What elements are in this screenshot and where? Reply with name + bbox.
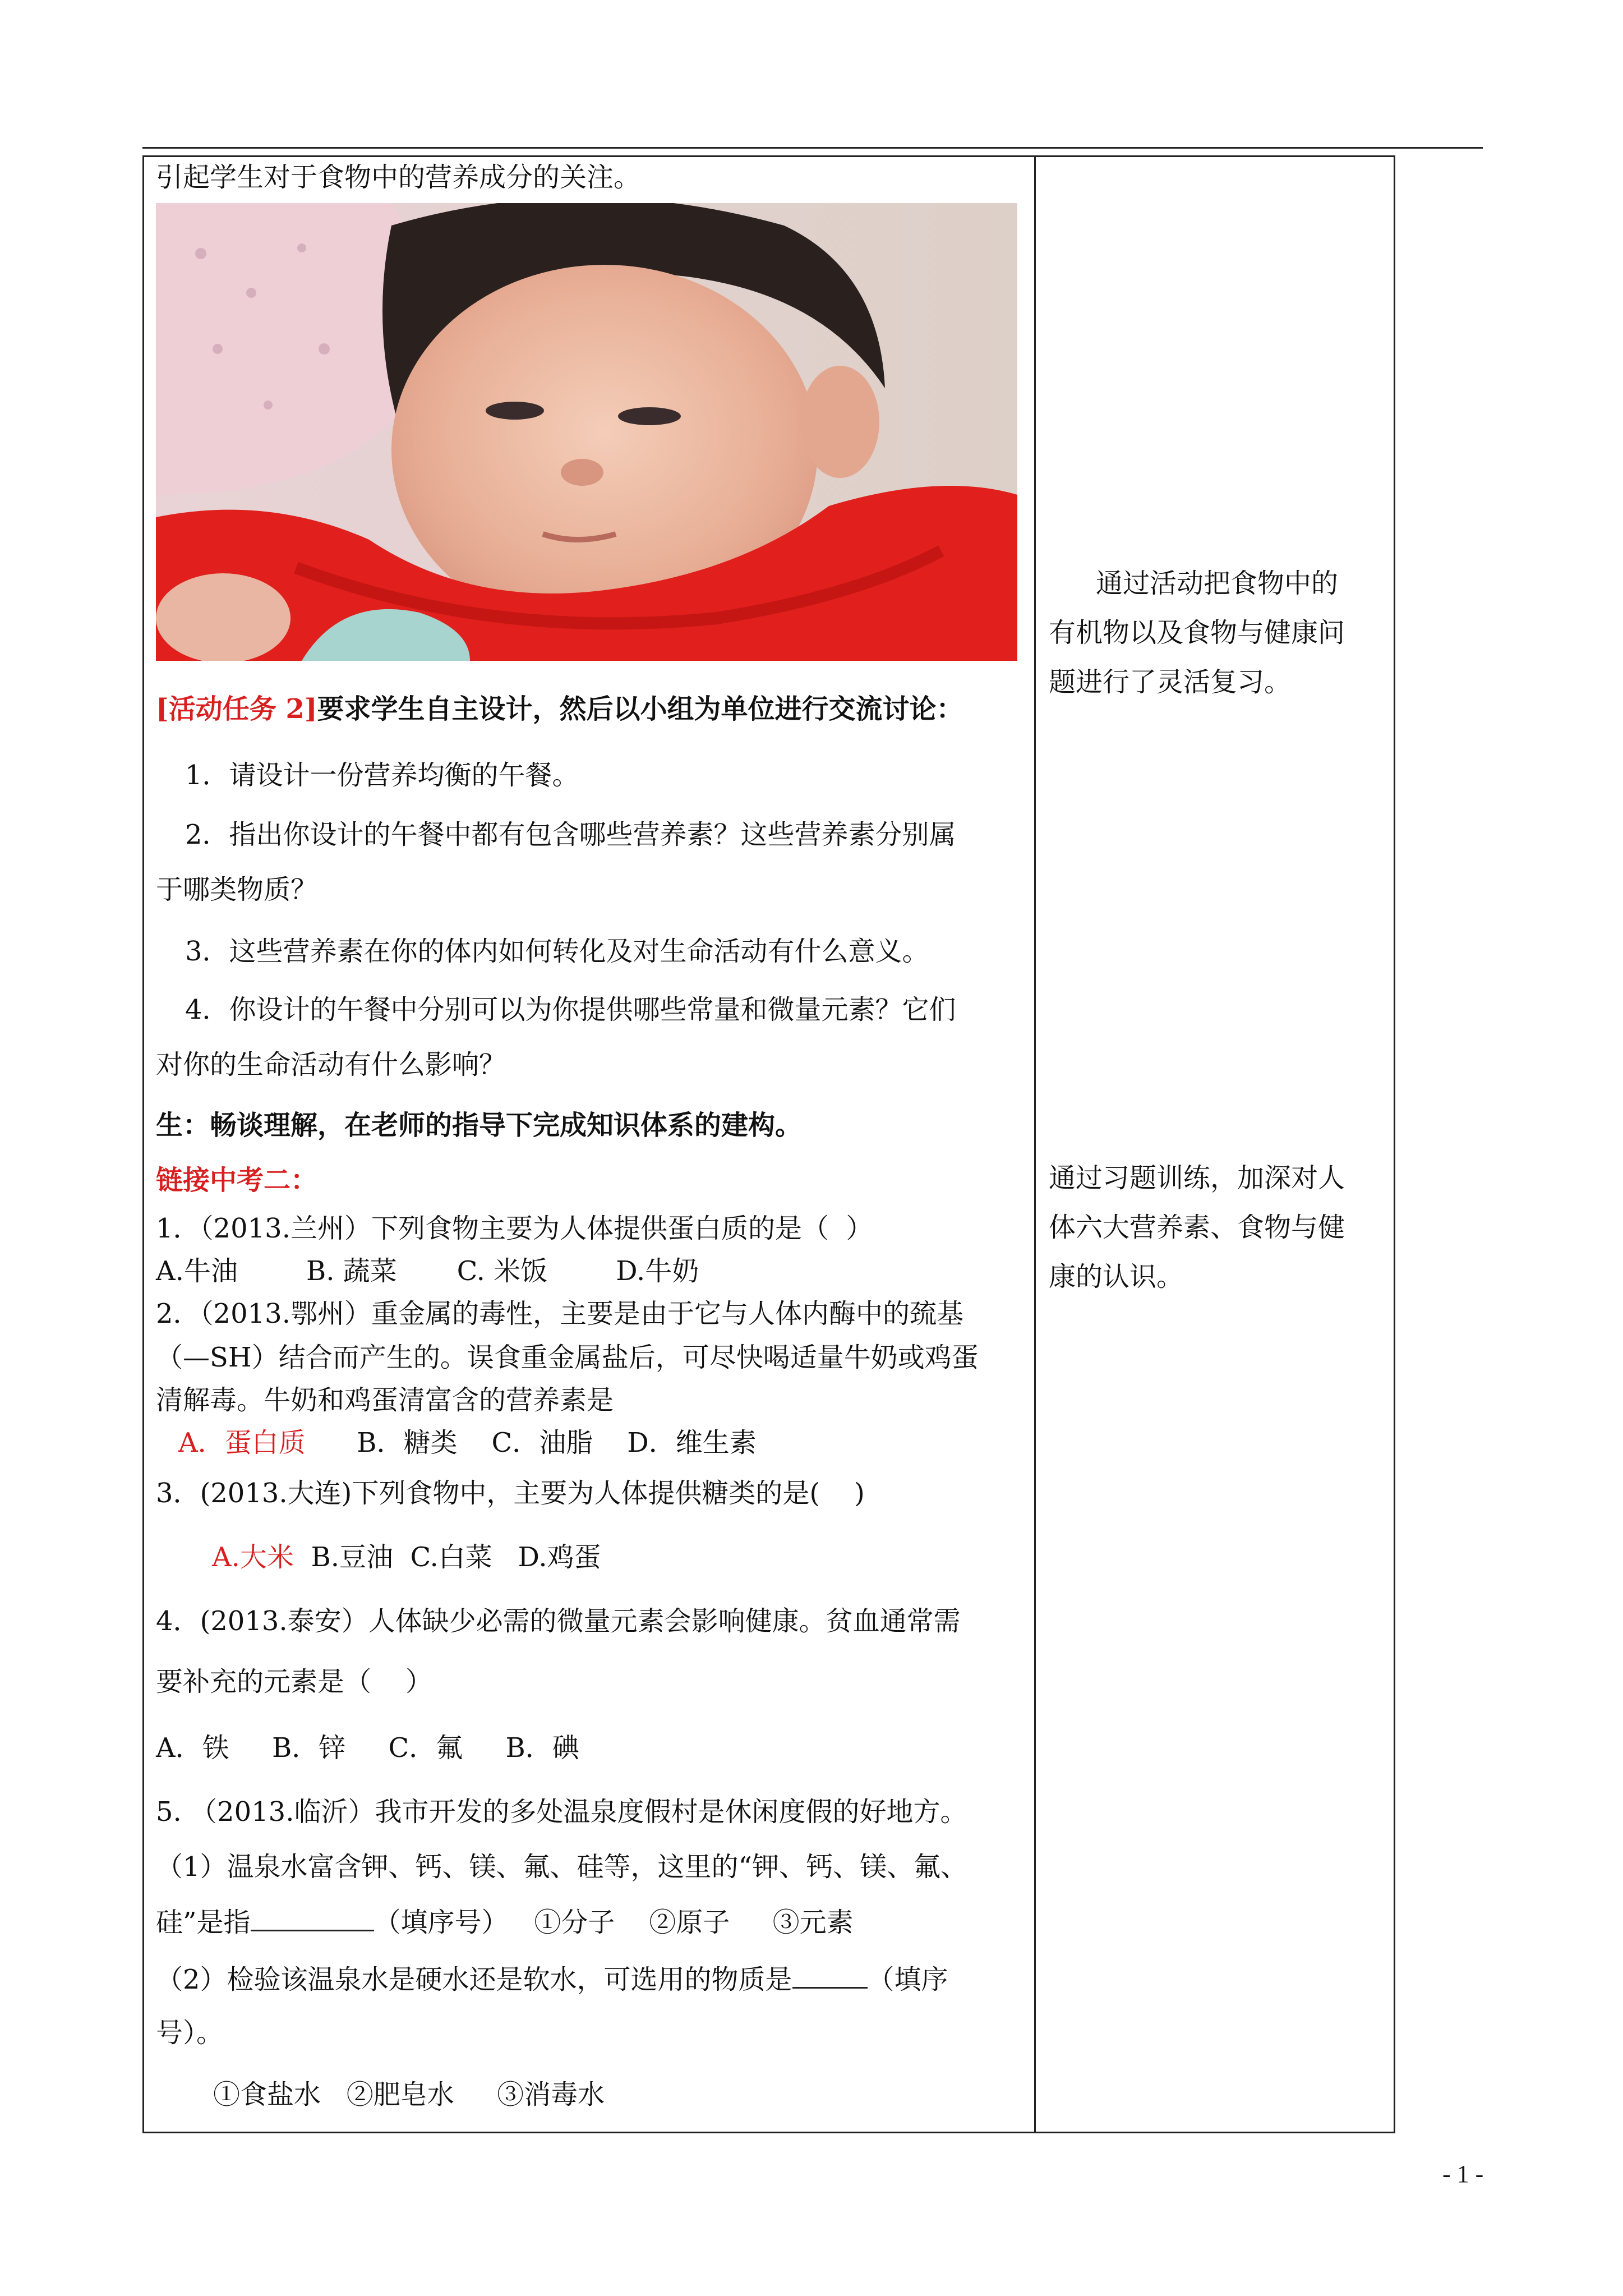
- note-1-line-1: 通过活动把食物中的: [1096, 568, 1339, 599]
- note-1-line-2: 有机物以及食物与健康问: [1049, 617, 1345, 648]
- activity-tag: [活动任务 2]: [156, 693, 317, 725]
- exam-5-part-2-lead: （2）检验该温泉水是硬水还是软水，可选用的物质是: [156, 1964, 792, 1995]
- column-divider: [1034, 155, 1036, 2133]
- exam-1-options: A.牛油 B. 蔬菜 C. 米饭 D.牛奶: [156, 1255, 699, 1287]
- exam-2-line-1: 2．（2013.鄂州）重金属的毒性，主要是由于它与人体内酶中的巯基: [156, 1298, 963, 1329]
- note-2-line-1: 通过习题训练，加深对人: [1049, 1162, 1345, 1194]
- exam-1: 1．（2013.兰州）下列食物主要为人体提供蛋白质的是（ ）: [156, 1213, 873, 1244]
- exam-3: 3．(2013.大连)下列食物中，主要为人体提供糖类的是( ): [156, 1478, 865, 1509]
- note-2-line-2: 体六大营养素、食物与健: [1049, 1212, 1345, 1243]
- question-3: 3．这些营养素在你的体内如何转化及对生命活动有什么意义。: [185, 936, 929, 967]
- activity-heading: [156, 692, 963, 726]
- blank-1: [251, 1905, 374, 1931]
- exam-2-line-2: （—SH）结合而产生的。误食重金属盐后，可尽快喝适量牛奶或鸡蛋: [156, 1342, 979, 1373]
- page-number: - 1 -: [1442, 2160, 1484, 2188]
- exam-5: 5. （2013.临沂）我市开发的多处温泉度假村是休闲度假的好地方。: [156, 1796, 967, 1828]
- exam-2-line-3: 清解毒。牛奶和鸡蛋清富含的营养素是: [156, 1384, 614, 1416]
- exam-5-part-1-line-2: [156, 1905, 854, 1939]
- exam-2-other-options: B．糖类 C．油脂 D．维生素: [357, 1427, 757, 1458]
- header-rule: [142, 147, 1483, 149]
- exam-2-answer: A．蛋白质: [178, 1427, 306, 1458]
- student-summary: 生：畅谈理解，在老师的指导下完成知识体系的建构。: [156, 1110, 803, 1141]
- exam-5-part-1-line-1: （1）温泉水富含钾、钙、镁、氟、硅等，这里的“钾、钙、镁、氟、: [156, 1851, 968, 1883]
- note-1-line-3: 题进行了灵活复习。: [1049, 666, 1292, 698]
- blank-2: [792, 1962, 868, 1989]
- exam-3-answer: A.大米: [212, 1542, 294, 1573]
- activity-title: 要求学生自主设计，然后以小组为单位进行交流讨论：: [317, 693, 963, 725]
- question-2-line-2: 于哪类物质？: [156, 874, 318, 905]
- exam-5-options: ①食盐水 ②肥皂水 ③消毒水: [213, 2079, 605, 2110]
- note-2-line-3: 康的认识。: [1049, 1261, 1184, 1292]
- link-exam-title: 链接中考二：: [156, 1165, 318, 1196]
- exam-4-line-2: 要补充的元素是（ ）: [156, 1666, 433, 1697]
- exam-2-options: [178, 1426, 757, 1460]
- question-2-line-1: 2．指出你设计的午餐中都有包含哪些营养素？这些营养素分别属: [185, 819, 956, 850]
- baby-photo: [156, 203, 1017, 661]
- question-1: 1．请设计一份营养均衡的午餐。: [185, 760, 579, 791]
- exam-3-options: [212, 1540, 601, 1574]
- exam-5-part-2-line-1: [156, 1962, 948, 1996]
- question-4-line-1: 4．你设计的午餐中分别可以为你提供哪些常量和微量元素？它们: [185, 994, 956, 1025]
- exam-4-line-1: 4．(2013.泰安）人体缺少必需的微量元素会影响健康。贫血通常需: [156, 1605, 961, 1637]
- exam-5-part-2-tail: （填序: [867, 1964, 948, 1995]
- exam-5-part-2-line-2: 号）。: [156, 2017, 224, 2049]
- exam-5-part-1-lead: 硅”是指: [156, 1907, 251, 1938]
- intro-text: 引起学生对于食物中的营养成分的关注。: [156, 162, 641, 193]
- exam-3-other-options: B.豆油 C.白菜 D.鸡蛋: [311, 1542, 601, 1573]
- question-4-line-2: 对你的生命活动有什么影响？: [156, 1049, 506, 1080]
- exam-5-part-1-tail: （填序号） ①分子 ②原子 ③元素: [374, 1907, 854, 1938]
- exam-4-options: A．铁 B．锌 C．氟 B．碘: [156, 1732, 579, 1764]
- baby-photo-image: [156, 203, 1017, 661]
